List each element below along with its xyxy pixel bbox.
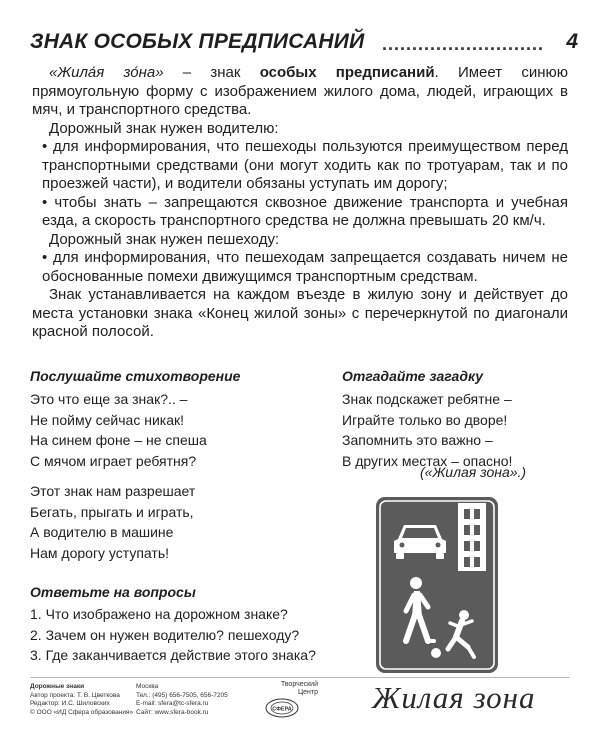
- intro-rest: . Имеет синюю прямоугольную форму с изображением жилого дома, людей, играющих в мяч, и транспортного средства.: [32, 64, 568, 118]
- questions-list: [30, 604, 316, 666]
- footer-author: Автор проекта: Т. В. Цветкова: [30, 691, 120, 699]
- riddle-line: Знак подскажет ребятне –: [342, 391, 512, 407]
- footer-phone: Тел.: (495) 656-7505, 656-7205: [136, 691, 228, 699]
- poem-stanza-gap: [30, 471, 207, 481]
- poem-line: Нам дорогу уступать!: [30, 544, 170, 561]
- driver-bullet-2: • чтобы знать – запрещаются сквозное движение транспорта и учебная езда, а скорость транспортного средства не должна превышать 20 км/ч.: [42, 193, 568, 229]
- pedestrian-bullet-1: • для информирования, что пешеходам запрещается создавать ничем не обоснованные помехи движущимся транспортным средствам.: [42, 249, 568, 285]
- pedestrian-heading: Дорожный знак нужен пешеходу:: [49, 230, 280, 248]
- riddle-line: Играйте только во дворе!: [342, 411, 508, 428]
- intro-paragraph: [32, 64, 568, 120]
- page-title: ЗНАК ОСОБЫХ ПРЕДПИСАНИЙ: [30, 30, 365, 53]
- questions-heading: Ответьте на вопросы: [30, 584, 196, 600]
- poem-line: На синем фоне – не спеша: [30, 432, 207, 448]
- publisher-name: [244, 681, 318, 697]
- living-zone-sign-icon: [376, 497, 498, 673]
- driver-heading: Дорожный знак нужен водителю:: [49, 119, 279, 137]
- sfera-logo-text: СФЕРА: [272, 706, 292, 713]
- poem-line: Это что еще за знак?.. –: [30, 391, 188, 407]
- footer-email: E-mail: sfera@tc-sfera.ru: [136, 700, 209, 707]
- riddle-heading: Отгадайте загадку: [342, 368, 484, 384]
- question-item: 1. Что изображено на дорожном знаке?: [30, 606, 288, 622]
- house-icon: [458, 503, 486, 571]
- sfera-logo-icon: [264, 697, 300, 719]
- title-leader-dots: ...........................: [382, 34, 545, 54]
- riddle-answer: («Жилая зона».): [420, 464, 527, 480]
- footer-editor: Редактор: И.С. Шиловских: [30, 700, 110, 707]
- placement-paragraph: Знак устанавливается на каждом въезде в жилую зону и действует до места установки знака «Конец жилой зоны» с перечеркнутой по диагонали красной полосой.: [32, 286, 568, 340]
- poem-heading: Послушайте стихотворение: [30, 368, 241, 384]
- page-number: 4: [566, 30, 578, 53]
- page-header: [30, 30, 580, 56]
- poem-line: А водителю в машине: [30, 524, 174, 540]
- footer-divider: [30, 677, 570, 678]
- poem: [30, 389, 207, 563]
- riddle: [342, 389, 512, 471]
- sign-name: «Жила́я зо́на»: [49, 64, 164, 81]
- poem-line: С мячом играет ребятня?: [30, 452, 197, 469]
- riddle-line: Запомнить это важно –: [342, 432, 493, 448]
- footer-credits: [30, 683, 133, 717]
- poem-line: Этот знак нам разрешает: [30, 483, 196, 499]
- intro-bold: особых предписаний: [259, 64, 435, 81]
- publisher-name-line: Творческий: [280, 681, 318, 688]
- main-text: [32, 64, 568, 342]
- riddle-line: В других местах – опасно!: [342, 452, 513, 469]
- footer-city: Москва: [136, 683, 159, 690]
- sign-caption: Жилая зона: [372, 680, 536, 715]
- publisher-logo: [244, 681, 318, 721]
- ball-icon: [431, 648, 441, 658]
- poem-line: Не пойму сейчас никак!: [30, 411, 185, 428]
- intro-dash: – знак: [163, 64, 260, 81]
- footer-series: Дорожные знаки: [30, 683, 85, 690]
- footer-copyright: © ООО «ИД Сфера образования»: [30, 708, 134, 716]
- question-item: 2. Зачем он нужен водителю? пешеходу?: [30, 626, 300, 643]
- driver-bullet-1: • для информирования, что пешеходы пользуются преимуществом перед транспортными средствами (они могут ходить как по тротуарам, так и по проезжей части), и водители обязаны уступать им дорогу;: [42, 138, 568, 192]
- poem-line: Бегать, прыгать и играть,: [30, 503, 194, 520]
- publisher-name-line: Центр: [297, 689, 318, 696]
- question-item: 3. Где заканчивается действие этого знака?: [30, 647, 316, 663]
- footer-site: Сайт: www.sfera-book.ru: [136, 708, 209, 716]
- footer-contacts: [136, 683, 228, 717]
